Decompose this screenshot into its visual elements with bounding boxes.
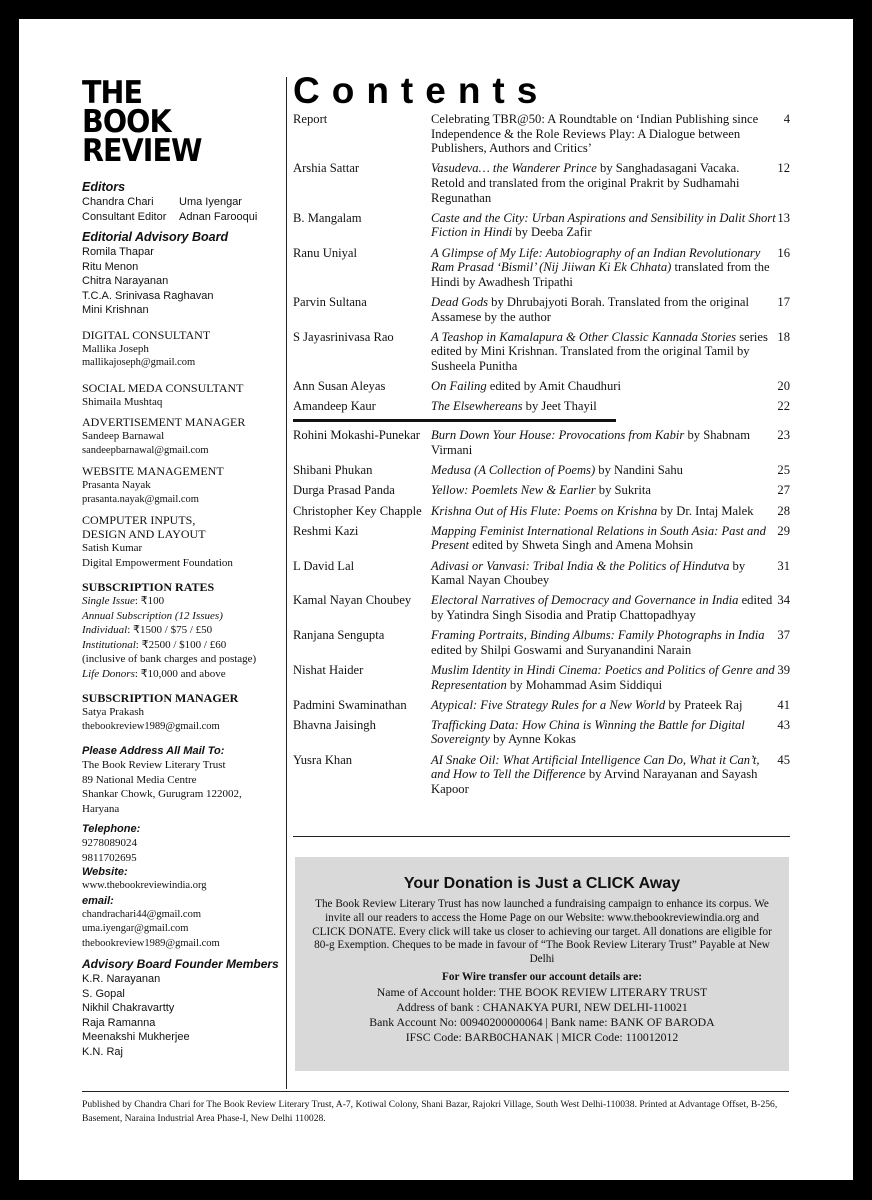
page-number: 31	[777, 558, 790, 573]
mail-heading: Please Address All Mail To:	[82, 745, 225, 757]
reviewer-name: Amandeep Kaur	[293, 399, 376, 414]
book-title: Dead Gods	[431, 294, 489, 309]
bank-account: Bank Account No: 00940200000064 | Bank name: BANK OF BARODA	[369, 1015, 715, 1030]
review-title	[431, 295, 776, 324]
page-number: 29	[777, 523, 790, 538]
page-number: 17	[777, 294, 790, 309]
book-title: Vasudeva… the Wanderer Prince	[431, 161, 597, 176]
book-credits: by Prateek Raj	[665, 697, 743, 712]
contents-entry[interactable]	[293, 399, 790, 414]
book-title: Medusa (A Collection of Poems)	[431, 463, 596, 478]
contents-entry[interactable]	[293, 379, 790, 394]
review-title	[431, 211, 776, 240]
page-number: 27	[777, 483, 790, 498]
book-title: Krishna Out of His Flute: Poems on Krishna	[431, 503, 658, 518]
page-number: 18	[777, 329, 790, 344]
page-number: 20	[777, 379, 790, 394]
review-title	[431, 663, 776, 692]
contents-entry[interactable]	[293, 593, 790, 622]
reviewer-name: Kamal Nayan Choubey	[293, 593, 412, 608]
magazine-page	[19, 19, 853, 1180]
book-credits: Celebrating TBR@50: A Roundtable on ‘Indian Publishing since Independence & the Role Reviews Play: A Dialogue between Publishers, Authors and Critics’	[431, 112, 759, 156]
reviewer-name: Report	[293, 112, 328, 126]
review-title	[431, 330, 776, 374]
book-credits: by Aynne Kokas	[489, 732, 576, 747]
reviewer-name: B. Mangalam	[293, 210, 362, 225]
contents-entry[interactable]	[293, 463, 790, 478]
reviewer-name: Ann Susan Aleyas	[293, 379, 386, 394]
contents-entry[interactable]	[293, 246, 790, 290]
phone-number: 9811702695	[82, 851, 137, 864]
review-title	[431, 463, 776, 478]
book-credits: by Dr. Intaj Malek	[657, 503, 754, 518]
review-title	[431, 628, 776, 657]
contents-entry[interactable]	[293, 112, 790, 156]
page-number: 45	[777, 752, 790, 767]
contents-entry[interactable]	[293, 211, 790, 240]
editors-list: Chandra Chari Uma Iyengar Consultant Editor Adnan Farooqui	[82, 196, 258, 223]
reviewer-name: S Jayasrinivasa Rao	[293, 329, 394, 344]
advisory-board-heading: Editorial Advisory Board	[82, 230, 229, 244]
book-credits: by Dhrubajyoti Borah. Translated from the original Assamese by the author	[431, 294, 749, 324]
book-credits: by Sanghadasagani Vacaka. Retold and translated from the original Prakrit by Sudhamahi Regunathan	[431, 161, 740, 205]
masthead-sidebar: THE BOOK REVIEW Editors Chandra Chari Uma Iyengar Consultant Editor Adnan Farooqui Editorial Advisory Board Romila Thapar Ritu Menon Chitra Narayanan T.C.A. Srinivasa Raghavan Mini Krishnan DIGITAL CONSULTANT Mallika Joseph mallikajoseph@gmail.com SOCIAL MEDA CONSULTANT Shimaila Mushtaq ADVERTISEMENT MANAGER Sandeep Barnawal sandeepbarnawal@gmail.com WEBSITE MANAGEMENT Prasanta Nayak prasanta.nayak@gmail.com COMPUTER INPUTS, DESIGN AND LAYOUT Satish Kumar Digital Empowerment Foundation SUBSCRIPTION RATES Single Issue: ₹100 Annual Subscription (12 Issues) Individual: ₹1500 / $75 / £50 Institutional: ₹2500 / $100 / £60 (inclusive of bank charges and postage) Life Donors: ₹10,000 and above SUBSCRIPTION MANAGER Satya Prakash thebookreview1989@gmail.com Please Address All Mail To: The Book Review Literary Trust 89 National Media Centre Shankar Chowk, Gurugram 122002, Haryana Telephone: 9278089024 9811702695 Website: www.thebookreviewindia.org email: chandrachari44@gmail.com uma.iyengar@gmail.com thebookreview1989@gmail.com Advisory Board Founder Members K.R. Narayanan S. Gopal Nikhil Chakravartty Raja Ramanna Meenakshi Mukherjee K.N. Raj	[82, 79, 282, 1059]
reviewer-name: Padmini Swaminathan	[293, 697, 407, 712]
reviewer-name: Christopher Key Chapple	[293, 503, 422, 518]
website-link: www.thebookreviewindia.org	[82, 880, 207, 891]
digital-consultant-heading: DIGITAL CONSULTANT	[82, 327, 211, 342]
review-title	[431, 524, 776, 553]
book-credits: edited by Amit Chaudhuri	[486, 379, 621, 394]
page-number: 16	[777, 245, 790, 260]
book-title: Burn Down Your House: Provocations from Kabir	[431, 428, 685, 443]
founders-heading: Advisory Board Founder Members	[82, 957, 279, 971]
book-title: The Elsewhereans	[431, 399, 523, 414]
reviewer-name: Arshia Sattar	[293, 161, 360, 176]
reviewer-name: Yusra Khan	[293, 752, 353, 767]
wire-transfer-heading: For Wire transfer our account details are:	[442, 970, 642, 983]
reviewer-name: Shibani Phukan	[293, 463, 373, 478]
page-number: 43	[777, 717, 790, 732]
reviewer-name: Nishat Haider	[293, 662, 364, 677]
reviewer-name: Durga Prasad Panda	[293, 483, 395, 498]
review-title	[431, 246, 776, 290]
website-management-heading: WEBSITE MANAGEMENT	[82, 464, 224, 478]
computer-inputs-heading: COMPUTER INPUTS,	[82, 513, 196, 527]
telephone-label: Telephone:	[82, 823, 141, 835]
page-number: 34	[777, 593, 790, 608]
book-title: Trafficking Data: How China is Winning the Battle for Digital Sovereignty	[431, 717, 745, 747]
contents-entry[interactable]	[293, 428, 790, 457]
book-title: Atypical: Five Strategy Rules for a New World	[431, 697, 666, 712]
contents-entry[interactable]	[293, 698, 790, 713]
review-title	[431, 593, 776, 622]
footer-rule	[82, 1091, 789, 1092]
page-number: 28	[777, 503, 790, 518]
advisory-board-list: Romila Thapar Ritu Menon Chitra Narayanan T.C.A. Srinivasa Raghavan Mini Krishnan	[82, 246, 214, 316]
donation-body: The Book Review Literary Trust has now launched a fundraising campaign to enhance its corpus. We invite all our readers to access the Home Page on our Website: www.thebookreviewindia.org and CLICK DONATE. Every click will take us closer to achieving our target. All donations are eligible for 80-g Exemption. Cheques to be made in favour of “The Book Review Literary Trust” Payable at New Delhi	[312, 898, 772, 966]
reviewer-name: Bhavna Jaisingh	[293, 717, 376, 732]
account-holder: Name of Account holder: THE BOOK REVIEW LITERARY TRUST	[376, 984, 708, 999]
book-credits: by Mohammad Asim Siddiqui	[506, 677, 663, 692]
book-title: Caste and the City: Urban Aspirations and Sensibility in Dalit Short Fiction in Hindi	[431, 210, 776, 240]
review-title	[431, 504, 776, 519]
contents-entry[interactable]	[293, 483, 790, 498]
page-number: 37	[777, 628, 790, 643]
page-number: 25	[777, 463, 790, 478]
book-credits: edited by Shweta Singh and Amena Mohsin	[469, 538, 694, 553]
page-number: 23	[777, 428, 790, 443]
contents-entry[interactable]	[293, 753, 790, 797]
page-number: 39	[777, 662, 790, 677]
book-title: Yellow: Poemlets New & Earlier	[431, 483, 596, 498]
page-number: 41	[777, 697, 790, 712]
contents-end-rule	[293, 836, 790, 837]
book-credits: by Deeba Zafir	[512, 225, 592, 240]
book-credits: edited by Shilpi Goswami and Suryanandini Narain	[431, 642, 692, 657]
page-number: 4	[783, 112, 790, 126]
contents-entry[interactable]	[293, 718, 790, 747]
review-title	[431, 718, 776, 747]
page-number: 13	[777, 210, 790, 225]
book-credits: by Sukrita	[595, 483, 651, 498]
email-address: chandrachari44@gmail.com	[82, 908, 201, 920]
book-title: Adivasi or Vanvasi: Tribal India & the Politics of Hindutva	[431, 558, 730, 573]
email-address: thebookreview1989@gmail.com	[82, 937, 220, 949]
review-title	[431, 483, 776, 498]
book-title: Mapping Feminist International Relations in South Asia: Past and Present	[431, 523, 766, 553]
review-title	[431, 428, 776, 457]
contents-entry[interactable]	[293, 524, 790, 553]
book-title: Muslim Identity in Hindi Cinema: Poetics and Politics of Genre and Representation	[431, 662, 775, 692]
book-title: A Glimpse of My Life: Autobiography of an Indian Revolutionary Ram Prasad ‘Bismil’ (Nij Jiiwan Ki Ek Chhata)	[431, 245, 761, 275]
book-credits: by Jeet Thayil	[522, 399, 597, 414]
subscription-manager-heading: SUBSCRIPTION MANAGER	[82, 691, 239, 705]
contents-entry[interactable]	[293, 663, 790, 692]
book-credits: by Kamal Nayan Choubey	[431, 558, 746, 588]
book-credits: series edited by Mini Krishnan. Translated from the original Tamil by Susheela Punitha	[431, 329, 768, 373]
contents-entry[interactable]	[293, 559, 790, 588]
bank-address: Address of bank : CHANAKYA PURI, NEW DELHI-110021	[396, 999, 688, 1014]
contents-entry[interactable]	[293, 628, 790, 657]
reviewer-name: Rohini Mokashi-Punekar	[293, 428, 420, 443]
book-title: A Teashop in Kamalapura & Other Classic Kannada Stories	[431, 329, 737, 344]
reviewer-name: Parvin Sultana	[293, 294, 367, 309]
reviewer-name: Ranu Uniyal	[293, 245, 358, 260]
email-label: email:	[82, 894, 114, 907]
review-title	[431, 753, 776, 797]
reviewer-name: Reshmi Kazi	[293, 523, 359, 538]
book-credits: by Shabnam Virmani	[431, 428, 751, 458]
contents-title: Contents	[293, 70, 550, 111]
book-title: AI Snake Oil: What Artificial Intelligence Can Do, What it Can’t, and How to Tell the Difference	[431, 752, 760, 782]
reviewer-name: L David Lal	[293, 558, 355, 573]
book-title: On Failing	[431, 379, 487, 394]
contents-section-rule	[293, 419, 616, 422]
email-address: uma.iyengar@gmail.com	[82, 923, 189, 934]
contents-entry[interactable]	[293, 504, 790, 519]
contents-entry[interactable]	[293, 330, 790, 374]
book-credits: edited by Yatindra Singh Sisodia and Pratip Chattopadhyay	[431, 593, 773, 622]
book-title: Electoral Narratives of Democracy and Governance in India	[431, 593, 739, 608]
the-book-review-logo: THE BOOK REVIEW	[82, 75, 202, 169]
table-of-contents	[293, 112, 790, 802]
contents-entry[interactable]	[293, 161, 790, 205]
phone-number: 9278089024	[82, 837, 137, 849]
review-title	[431, 698, 776, 713]
page-number: 12	[777, 161, 790, 176]
book-credits: by Nandini Sahu	[595, 463, 683, 478]
publisher-footer: Published by Chandra Chari for The Book Review Literary Trust, A-7, Kotiwal Colony, Shani Bazar, Rajokri Village, South West Delhi-110038. Printed at Advantage Offset, B-256, Basement, Naraina Industrial Area Phase-I, New Delhi 110028.	[82, 1099, 778, 1124]
reviewer-name: Ranjana Sengupta	[293, 628, 385, 643]
review-title	[431, 112, 776, 156]
book-credits: by Arvind Narayanan and Sayash Kapoor	[431, 767, 758, 796]
review-title	[431, 161, 776, 205]
website-label: Website:	[82, 866, 128, 878]
page-number: 22	[777, 399, 790, 414]
ifsc-micr: IFSC Code: BARB0CHANAK | MICR Code: 110012012	[405, 1030, 679, 1045]
editors-heading: Editors	[82, 180, 126, 194]
advertisement-manager-heading: ADVERTISEMENT MANAGER	[82, 415, 246, 429]
vertical-divider	[286, 77, 287, 1089]
book-title: Framing Portraits, Binding Albums: Family Photographs in India	[431, 628, 765, 643]
subscription-rates-heading: SUBSCRIPTION RATES	[82, 580, 215, 594]
review-title	[431, 379, 776, 394]
social-media-consultant-heading: SOCIAL MEDA CONSULTANT	[82, 380, 244, 395]
book-credits: translated from the Hindi by Awadhesh Tripathi	[431, 260, 770, 289]
donation-title: Your Donation is Just a CLICK Away	[403, 875, 681, 892]
donation-box	[295, 857, 789, 1071]
review-title	[431, 399, 776, 414]
review-title	[431, 559, 776, 588]
contents-entry[interactable]	[293, 295, 790, 324]
